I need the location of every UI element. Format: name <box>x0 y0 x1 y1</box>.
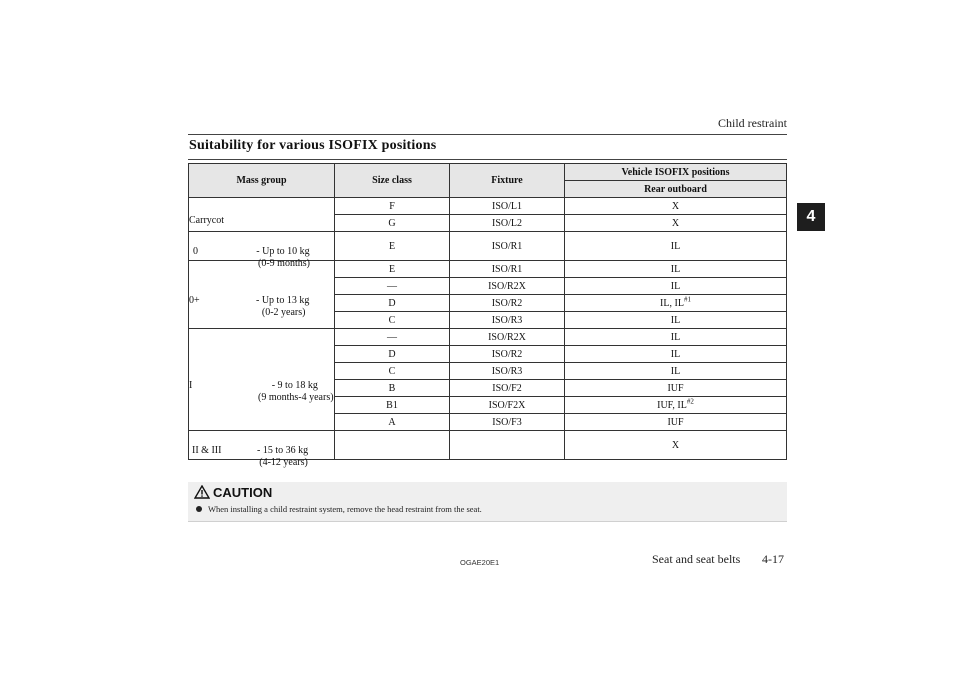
table-row <box>189 198 787 215</box>
size-class-cell <box>335 215 450 232</box>
page-number: 4-17 <box>762 552 784 566</box>
size-class-cell <box>335 380 450 397</box>
mass-group-category: I <box>189 379 193 391</box>
fixture-cell-text: ISO/L1 <box>492 200 522 212</box>
fixture-cell <box>450 414 565 431</box>
running-header: Child restraint <box>718 116 787 130</box>
size-class-cell-text: C <box>388 365 396 377</box>
rear-outboard-cell-text: X <box>671 217 680 229</box>
mass-group-range <box>256 246 310 270</box>
mass-group-category: II & III <box>192 445 222 456</box>
rear-outboard-cell-text: IL <box>670 348 681 360</box>
size-class-cell <box>335 312 450 329</box>
caution-item <box>196 504 482 514</box>
mass-group-range <box>257 445 308 469</box>
rear-outboard-cell <box>565 278 787 295</box>
size-class-cell-text: C <box>388 314 396 326</box>
fixture-cell-text: ISO/F2X <box>488 399 526 411</box>
mass-group-cell <box>189 232 335 269</box>
rear-outboard-cell <box>565 215 787 232</box>
header-fixture: Fixture <box>450 164 565 198</box>
fixture-cell <box>450 215 565 232</box>
header-vehicle-isofix-positions: Vehicle ISOFIX positions <box>565 164 787 181</box>
rear-outboard-cell-text: IL <box>670 331 681 343</box>
warning-triangle-icon <box>194 485 210 499</box>
fixture-cell-text: ISO/R2X <box>488 280 526 292</box>
rear-outboard-cell-text: IL <box>670 314 681 326</box>
size-class-cell-text: D <box>388 348 396 360</box>
size-class-cell-text: E <box>388 263 396 275</box>
rear-outboard-cell <box>565 414 787 431</box>
size-class-cell <box>335 232 450 261</box>
document-code: OGAE20E1 <box>460 558 500 567</box>
size-class-cell-text: — <box>387 280 397 292</box>
mass-range-text: - 9 to 18 kg <box>271 379 318 391</box>
rear-outboard-cell <box>565 232 787 261</box>
rear-outboard-cell <box>565 380 787 397</box>
header-rear-outboard: Rear outboard <box>565 181 787 198</box>
footnote-marker: #1 <box>683 295 691 304</box>
size-class-cell <box>335 397 450 414</box>
mass-range-text: - Up to 13 kg <box>256 294 310 306</box>
fixture-cell-text: ISO/L2 <box>492 217 522 229</box>
mass-range-text: - 15 to 36 kg <box>257 445 309 456</box>
rear-outboard-cell-text: IL <box>670 263 681 275</box>
fixture-cell <box>450 198 565 215</box>
size-class-cell-text: D <box>388 297 396 309</box>
size-class-cell-text: G <box>388 217 396 229</box>
fixture-cell <box>450 261 565 278</box>
mass-group-cell <box>189 431 335 468</box>
age-range-text <box>256 227 258 238</box>
rear-outboard-cell-text: IUF <box>667 382 684 394</box>
rear-outboard-cell <box>565 397 787 414</box>
bullet-icon <box>196 506 202 512</box>
size-class-cell-text: B1 <box>386 399 398 411</box>
mass-group-category: Carrycot <box>189 214 224 226</box>
size-class-cell <box>335 198 450 215</box>
caution-title: CAUTION <box>213 485 273 500</box>
rear-outboard-cell <box>565 295 787 312</box>
fixture-cell <box>450 295 565 312</box>
mass-range-text: - Up to 10 kg <box>256 246 310 257</box>
section-heading <box>188 134 787 160</box>
caution-text: When installing a child restraint system, remove the head restraint from the seat. <box>208 504 482 514</box>
fixture-cell-text: ISO/R3 <box>491 365 523 377</box>
fixture-cell-text: ISO/R2 <box>491 348 523 360</box>
rear-outboard-cell-text: IUF, IL <box>657 399 687 411</box>
mass-group-cell <box>189 329 335 431</box>
rear-outboard-cell-text: IUF <box>667 416 684 428</box>
mass-group-cell <box>189 261 335 329</box>
rear-outboard-cell-text: IL, IL <box>660 297 684 309</box>
mass-group-cell <box>189 198 335 232</box>
size-class-cell <box>335 431 450 460</box>
fixture-cell <box>450 329 565 346</box>
age-range-text: (4-12 years) <box>259 457 308 468</box>
fixture-cell <box>450 397 565 414</box>
size-class-cell <box>335 363 450 380</box>
fixture-cell-text: ISO/R2 <box>491 297 523 309</box>
size-class-cell <box>335 346 450 363</box>
age-range-text: (0-2 years) <box>261 306 306 318</box>
section-heading-text: Suitability for various ISOFIX positions <box>189 138 437 153</box>
mass-group-range <box>256 380 334 404</box>
rear-outboard-cell-text: IL <box>670 280 681 292</box>
fixture-cell-text: ISO/R1 <box>491 263 523 275</box>
age-range-text: (0-9 months) <box>258 258 310 269</box>
rear-outboard-cell <box>565 198 787 215</box>
fixture-cell-text: ISO/F3 <box>492 416 522 428</box>
fixture-cell <box>450 312 565 329</box>
fixture-cell <box>450 380 565 397</box>
size-class-cell-text: E <box>388 240 396 252</box>
size-class-cell <box>335 329 450 346</box>
rear-outboard-cell-text: X <box>671 439 680 451</box>
mass-group-range <box>256 215 258 239</box>
size-class-cell-text: F <box>389 200 395 212</box>
header-size-class: Size class <box>335 164 450 198</box>
rear-outboard-cell-text: IL <box>670 365 681 377</box>
fixture-cell-text: ISO/F2 <box>492 382 522 394</box>
age-range-text: (9 months-4 years) <box>258 391 334 403</box>
fixture-cell-text: ISO/R3 <box>491 314 523 326</box>
size-class-cell-text: — <box>387 331 397 343</box>
rear-outboard-cell-text: IL <box>670 240 681 252</box>
caution-header <box>194 485 272 500</box>
mass-group-category: 0+ <box>189 294 200 306</box>
rear-outboard-cell <box>565 346 787 363</box>
table-row <box>189 232 787 261</box>
rear-outboard-cell <box>565 431 787 460</box>
rear-outboard-cell-text: X <box>671 200 680 212</box>
size-class-cell <box>335 295 450 312</box>
isofix-suitability-table <box>188 163 787 468</box>
table-body <box>189 198 787 468</box>
size-class-cell-text: A <box>388 416 396 428</box>
fixture-cell <box>450 431 565 460</box>
header-mass-group: Mass group <box>189 164 335 198</box>
table-row <box>189 431 787 460</box>
rear-outboard-cell <box>565 261 787 278</box>
footnote-marker: #2 <box>686 397 694 406</box>
chapter-tab: 4 <box>797 203 825 231</box>
size-class-cell <box>335 261 450 278</box>
mass-group-category: 0 <box>193 246 198 257</box>
fixture-cell-text: ISO/R2X <box>488 331 526 343</box>
table-row <box>189 329 787 346</box>
caution-box <box>188 482 787 522</box>
fixture-cell <box>450 346 565 363</box>
fixture-cell <box>450 278 565 295</box>
fixture-cell <box>450 363 565 380</box>
rear-outboard-cell <box>565 363 787 380</box>
fixture-cell <box>450 232 565 261</box>
fixture-cell-text: ISO/R1 <box>491 240 523 252</box>
mass-group-range <box>256 295 309 319</box>
size-class-cell <box>335 414 450 431</box>
rear-outboard-cell <box>565 312 787 329</box>
size-class-cell-text: B <box>388 382 396 394</box>
size-class-cell <box>335 278 450 295</box>
footer-section-title: Seat and seat belts <box>652 552 741 566</box>
rear-outboard-cell <box>565 329 787 346</box>
